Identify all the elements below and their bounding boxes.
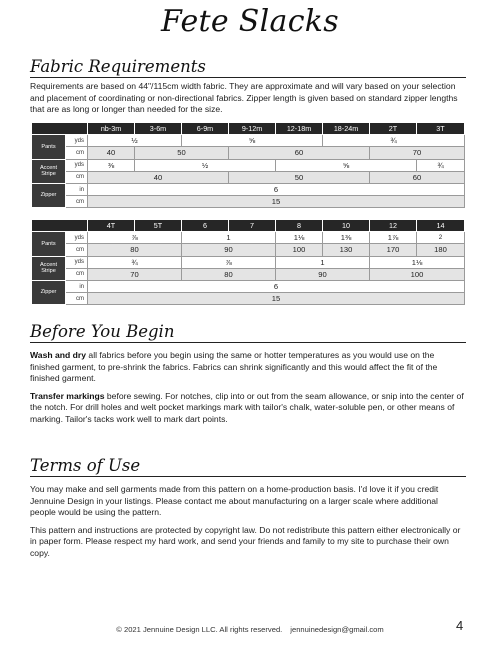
amount-cell: 50 <box>135 147 229 159</box>
size-header: 6-9m <box>182 123 229 135</box>
size-header: 3T <box>417 123 465 135</box>
amount-cell: ⅜ <box>88 159 135 171</box>
transfer-text: before sewing. For notches, clip into or out from the seam allowance, or snip into the center of the notch. For drill holes and welt pocket markings mark with tailor's chalk, water-soluble pen, or other means of marking. Tailor's tacks work well to mark dart points. <box>30 390 464 424</box>
size-header: 7 <box>229 220 276 232</box>
table-row <box>32 232 465 244</box>
amount-cell: 40 <box>88 171 229 183</box>
table-row <box>32 171 465 183</box>
garment-label: Zipper <box>32 183 66 207</box>
unit-label: in <box>66 183 88 195</box>
amount-cell: ¾ <box>323 135 465 147</box>
unit-label: cm <box>66 147 88 159</box>
amount-cell: 15 <box>88 196 465 208</box>
amount-cell: 90 <box>276 268 370 280</box>
amount-cell: 60 <box>229 147 370 159</box>
page-title: Fete Slacks <box>161 4 339 39</box>
amount-cell: 1⅛ <box>276 232 323 244</box>
garment-label: Pants <box>32 232 66 256</box>
amount-cell: ⅞ <box>88 232 182 244</box>
size-header: 14 <box>417 220 465 232</box>
terms-of-use-section <box>30 456 466 566</box>
terms-paragraph-1: You may make and sell garments made from this pattern on a home-production basis. I'd love it if you credit Jennuine Design in your listings. Please contact me about manufacturing on a larger scale where additional people would be using the pattern. <box>30 484 439 518</box>
wash-bold-label: Wash and dry <box>30 350 87 360</box>
table-row <box>32 147 465 159</box>
size-header: 9-12m <box>229 123 276 135</box>
amount-cell: 60 <box>370 171 465 183</box>
wash-paragraph <box>30 350 466 385</box>
copyright-text: © 2021 Jennuine Design LLC. All rights reserved. <box>116 625 283 634</box>
amount-cell: 6 <box>88 183 465 195</box>
amount-cell: 180 <box>417 244 465 256</box>
unit-label: cm <box>66 171 88 183</box>
amount-cell: 100 <box>276 244 323 256</box>
size-header: 3-6m <box>135 123 182 135</box>
garment-label: Pants <box>32 135 66 159</box>
garment-label: Accent Stripe <box>32 159 66 183</box>
size-header: 10 <box>323 220 370 232</box>
unit-label: cm <box>66 196 88 208</box>
table-corner <box>32 220 88 232</box>
amount-cell: 70 <box>370 147 465 159</box>
amount-cell: 15 <box>88 293 465 305</box>
fabric-table-large-sizes <box>31 219 465 305</box>
size-header: 8 <box>276 220 323 232</box>
fabric-requirements-heading: Fabric Requirements <box>30 57 466 78</box>
amount-cell: ½ <box>135 159 276 171</box>
terms-heading: Terms of Use <box>30 456 466 477</box>
unit-label: yds <box>66 159 88 171</box>
size-header: nb-3m <box>88 123 135 135</box>
amount-cell: 90 <box>182 244 276 256</box>
amount-cell: 1 <box>182 232 276 244</box>
unit-label: cm <box>66 268 88 280</box>
before-you-begin-heading: Before You Begin <box>30 322 466 343</box>
table-row <box>32 293 465 305</box>
unit-label: cm <box>66 244 88 256</box>
amount-cell: 170 <box>370 244 417 256</box>
size-header: 12 <box>370 220 417 232</box>
table-row <box>32 280 465 292</box>
size-header: 6 <box>182 220 229 232</box>
amount-cell: ⅝ <box>182 135 323 147</box>
table-row <box>32 268 465 280</box>
unit-label: cm <box>66 293 88 305</box>
size-header: 5T <box>135 220 182 232</box>
amount-cell: 100 <box>370 268 465 280</box>
terms-paragraph-2: This pattern and instructions are protected by copyright law. Do not redistribute this pattern either electronically or in paper form. Please respect my hard work, and send your friends and family to my site to purchase their own copy. <box>30 524 461 558</box>
footer <box>0 625 500 634</box>
amount-cell: 1⅜ <box>323 232 370 244</box>
unit-label: in <box>66 280 88 292</box>
size-header: 18-24m <box>323 123 370 135</box>
contact-email: jennuinedesign@gmail.com <box>290 625 384 634</box>
amount-cell: ⅞ <box>182 256 276 268</box>
amount-cell: 50 <box>229 171 370 183</box>
transfer-bold-label: Transfer markings <box>30 390 105 401</box>
table-corner <box>32 123 88 135</box>
amount-cell: 1⅞ <box>370 232 417 244</box>
fabric-requirements-section <box>30 57 466 116</box>
table-row <box>32 135 465 147</box>
size-header: 12-18m <box>276 123 323 135</box>
wash-text: all fabrics before you begin using the same or hotter temperatures as you would use on the finished garment, to pre-shrink the fabrics. Fabrics can shrink significantly and this would affect the fit of the finished garment. <box>30 350 438 384</box>
unit-label: yds <box>66 135 88 147</box>
amount-cell: 1⅛ <box>370 256 465 268</box>
table-row <box>32 183 465 195</box>
amount-cell: ⅝ <box>276 159 417 171</box>
amount-cell: 80 <box>182 268 276 280</box>
unit-label: yds <box>66 256 88 268</box>
table-row <box>32 256 465 268</box>
amount-cell: 80 <box>88 244 182 256</box>
fabric-table-small-sizes <box>31 122 465 208</box>
garment-label: Zipper <box>32 280 66 304</box>
amount-cell: 1 <box>276 256 370 268</box>
table-row <box>32 159 465 171</box>
amount-cell: 70 <box>88 268 182 280</box>
amount-cell: 2 <box>417 232 465 244</box>
garment-label: Accent Stripe <box>32 256 66 280</box>
size-header: 2T <box>370 123 417 135</box>
fabric-intro-text: Requirements are based on 44"/115cm width fabric. They are approximate and will vary based on your selection and placement of coordinating or non-directional fabrics. Zipper length is given based on standard zipper lengths that are as long or longer than needed for the size. <box>30 81 458 115</box>
amount-cell: ¾ <box>88 256 182 268</box>
unit-label: yds <box>66 232 88 244</box>
table-row <box>32 196 465 208</box>
amount-cell: 40 <box>88 147 135 159</box>
transfer-paragraph <box>30 391 466 426</box>
amount-cell: 6 <box>88 280 465 292</box>
before-you-begin-section <box>30 322 466 432</box>
table-row <box>32 244 465 256</box>
size-header: 4T <box>88 220 135 232</box>
amount-cell: 130 <box>323 244 370 256</box>
page-number: 4 <box>456 618 464 633</box>
amount-cell: ½ <box>88 135 182 147</box>
amount-cell: ¾ <box>417 159 465 171</box>
